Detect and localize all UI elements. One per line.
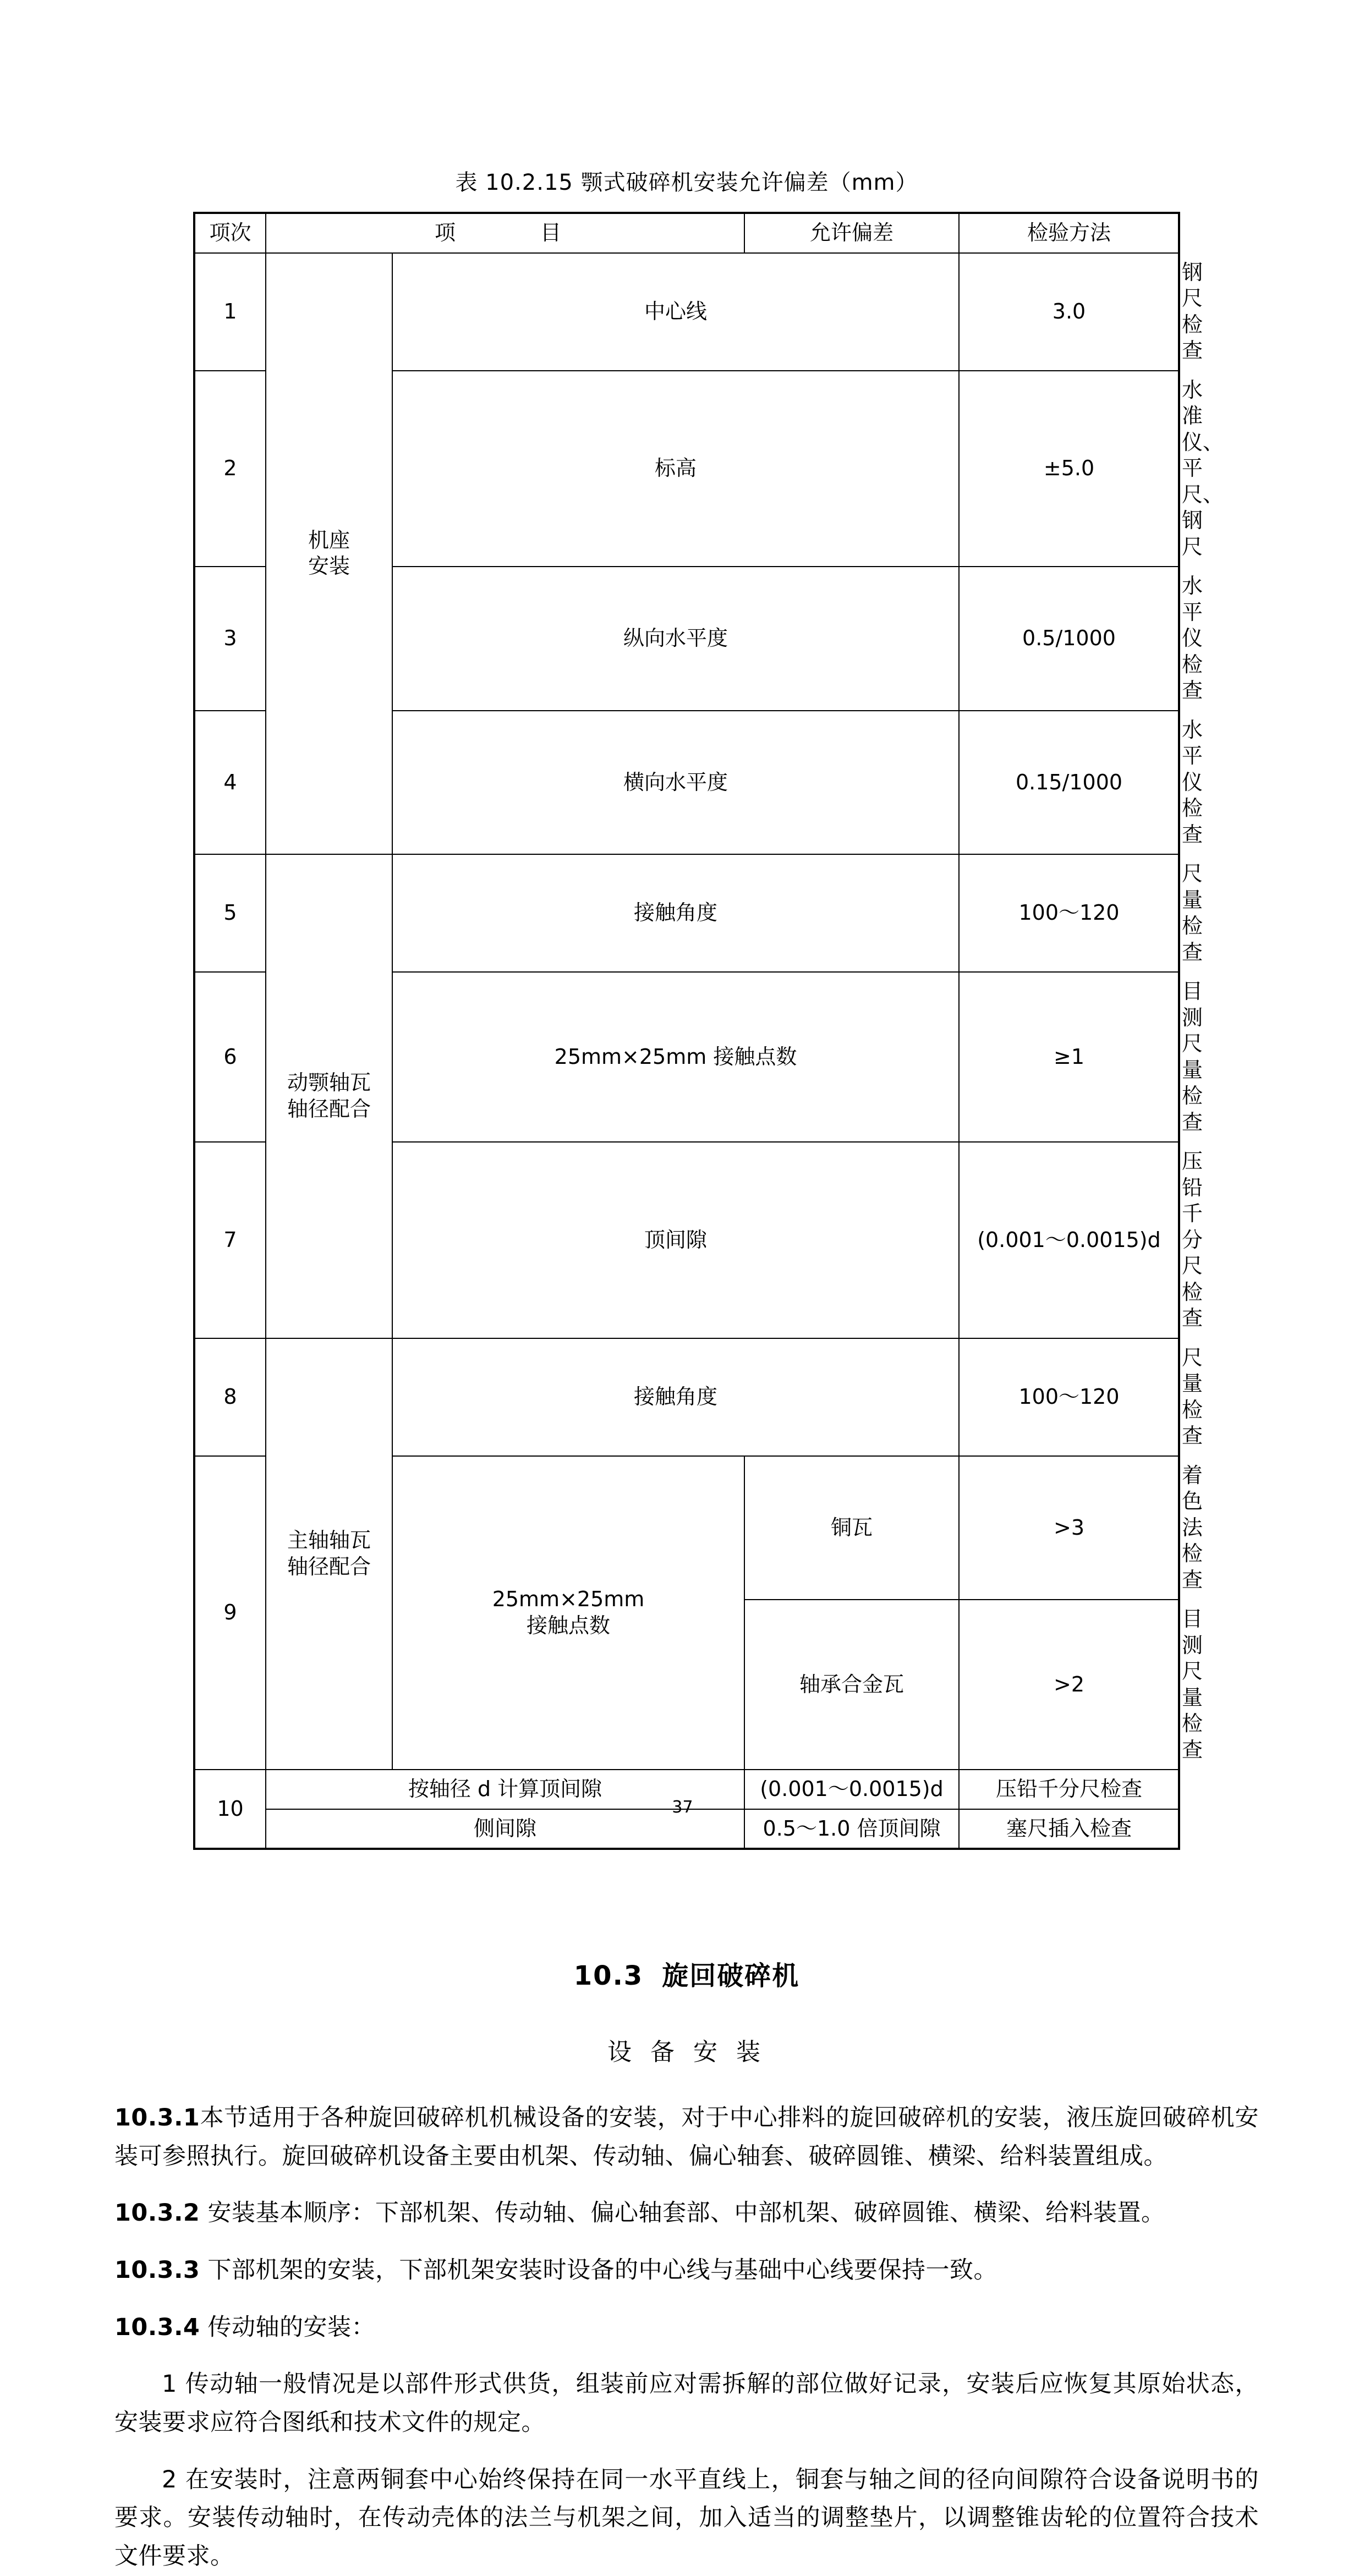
cell-item: 接触角度 [392,854,959,972]
table-row: 5 动颚轴瓦 轴径配合 接触角度 100～120 尺量检查 [194,854,1179,972]
cell-no: 5 [194,854,266,972]
cell-no: 6 [194,972,266,1142]
cell-item: 标高 [392,371,959,567]
paragraph-label: 10.3.4 [114,2313,200,2341]
section-heading-text: 旋回破碎机 [662,1960,800,1991]
cell-item: 中心线 [392,253,959,371]
cell-item: 纵向水平度 [392,567,959,711]
page-content [114,0,1259,2576]
cell-tolerance: >3 [959,1456,1179,1600]
header-cell-item: 项 目 [266,213,744,253]
table-row: 4 横向水平度 0.15/1000 水平仪检查 [194,711,1179,855]
cell-no: 2 [194,371,266,567]
paragraph-10-3-1 [114,2099,1259,2176]
paragraph-10-3-3 [114,2251,1259,2290]
cell-item: 接触角度 [392,1338,959,1456]
cell-group-base: 机座 安装 [266,253,392,855]
table-row: 轴承合金瓦 >2 目测尺量检查 [194,1600,1179,1770]
paragraph-text: 传动轴的安装： [207,2313,376,2341]
header-cell-no: 项次 [194,213,266,253]
header-cell-method: 检验方法 [959,213,1179,253]
tolerance-table [193,212,1224,1850]
cell-tolerance: ≥1 [959,972,1179,1142]
paragraph-label: 10.3.2 [114,2199,200,2227]
paragraph-10-3-2 [114,2194,1259,2233]
cell-item: 按轴径 d 计算顶间隙 [266,1770,744,1809]
cell-tolerance: 0.15/1000 [959,711,1179,855]
cell-no: 9 [194,1456,266,1770]
cell-tolerance: (0.001～0.0015)d [744,1770,959,1809]
list-item-1: 1 传动轴一般情况是以部件形式供货，组装前应对需拆解的部位做好记录，安装后应恢复其原始状态，安装要求应符合图纸和技术文件的规定。 [114,2370,1259,2436]
cell-no: 7 [194,1142,266,1338]
paragraph-label: 10.3.1 [114,2104,200,2132]
cell-tolerance: ±5.0 [959,371,1179,567]
section-title [114,1954,1259,1992]
cell-group-spindle: 主轴轴瓦 轴径配合 [266,1338,392,1770]
cell-no: 10 [194,1770,266,1849]
table-row: 7 顶间隙 (0.001～0.0015)d 压铅千分尺检查 [194,1142,1179,1338]
cell-tolerance: 100～120 [959,1338,1179,1456]
cell-item-contact-points: 25mm×25mm 接触点数 [392,1456,744,1770]
paragraph-text: 下部机架的安装，下部机架安装时设备的中心线与基础中心线要保持一致。 [207,2256,998,2284]
cell-tolerance: 3.0 [959,253,1179,371]
table-row: 1 机座 安装 中心线 3.0 钢尺检查 [194,253,1179,371]
table-caption: 表 10.2.15 颚式破碎机安装允许偏差（mm） [455,170,918,195]
cell-subitem: 轴承合金瓦 [744,1600,959,1770]
cell-no: 1 [194,253,266,371]
cell-tolerance: 100～120 [959,854,1179,972]
paragraph-10-3-4 [114,2309,1259,2347]
paragraph-label: 10.3.3 [114,2256,200,2284]
cell-item: 横向水平度 [392,711,959,855]
table-row: 9 25mm×25mm 接触点数 铜瓦 >3 着色法检查 [194,1456,1179,1600]
cell-tolerance: 0.5～1.0 倍顶间隙 [744,1809,959,1849]
cell-method: 塞尺插入检查 [959,1809,1179,1849]
cell-item: 25mm×25mm 接触点数 [392,972,959,1142]
table-row: 6 25mm×25mm 接触点数 ≥1 目测尺量检查 [194,972,1179,1142]
section-subtitle: 设 备 安 装 [607,2038,766,2066]
table-header-row [194,213,1179,253]
cell-tolerance: >2 [959,1600,1179,1770]
table-row: 8 主轴轴瓦 轴径配合 接触角度 100～120 尺量检查 [194,1338,1179,1456]
cell-tolerance: (0.001～0.0015)d [959,1142,1179,1338]
cell-tolerance: 0.5/1000 [959,567,1179,711]
list-item-2: 2 在安装时，注意两铜套中心始终保持在同一水平直线上，铜套与轴之间的径向间隙符合设备说明书的要求。安装传动轴时，在传动壳体的法兰与机架之间，加入适当的调整垫片，以调整锥齿轮的位置符合技术文件要求。 [114,2465,1259,2570]
cell-no: 8 [194,1338,266,1456]
table-row: 2 标高 ±5.0 水准仪、平尺、钢尺 [194,371,1179,567]
paragraph-text: 安装基本顺序：下部机架、传动轴、偏心轴套部、中部机架、破碎圆锥、横梁、给料装置。 [207,2199,1165,2227]
table-row: 3 纵向水平度 0.5/1000 水平仪检查 [194,567,1179,711]
page-number: 37 [672,1798,693,1817]
cell-method: 压铅千分尺检查 [959,1770,1179,1809]
header-cell-tolerance: 允许偏差 [744,213,959,253]
cell-group-jaw: 动颚轴瓦 轴径配合 [266,854,392,1338]
cell-item: 顶间隙 [392,1142,959,1338]
cell-subitem: 铜瓦 [744,1456,959,1600]
cell-item: 侧间隙 [266,1809,744,1849]
cell-no: 4 [194,711,266,855]
section-number: 10.3 [573,1960,644,1991]
cell-no: 3 [194,567,266,711]
paragraph-text: 本节适用于各种旋回破碎机机械设备的安装，对于中心排料的旋回破碎机的安装，液压旋回破碎机安装可参照执行。旋回破碎机设备主要由机架、传动轴、偏心轴套、破碎圆锥、横梁、给料装置组成。 [114,2104,1259,2170]
